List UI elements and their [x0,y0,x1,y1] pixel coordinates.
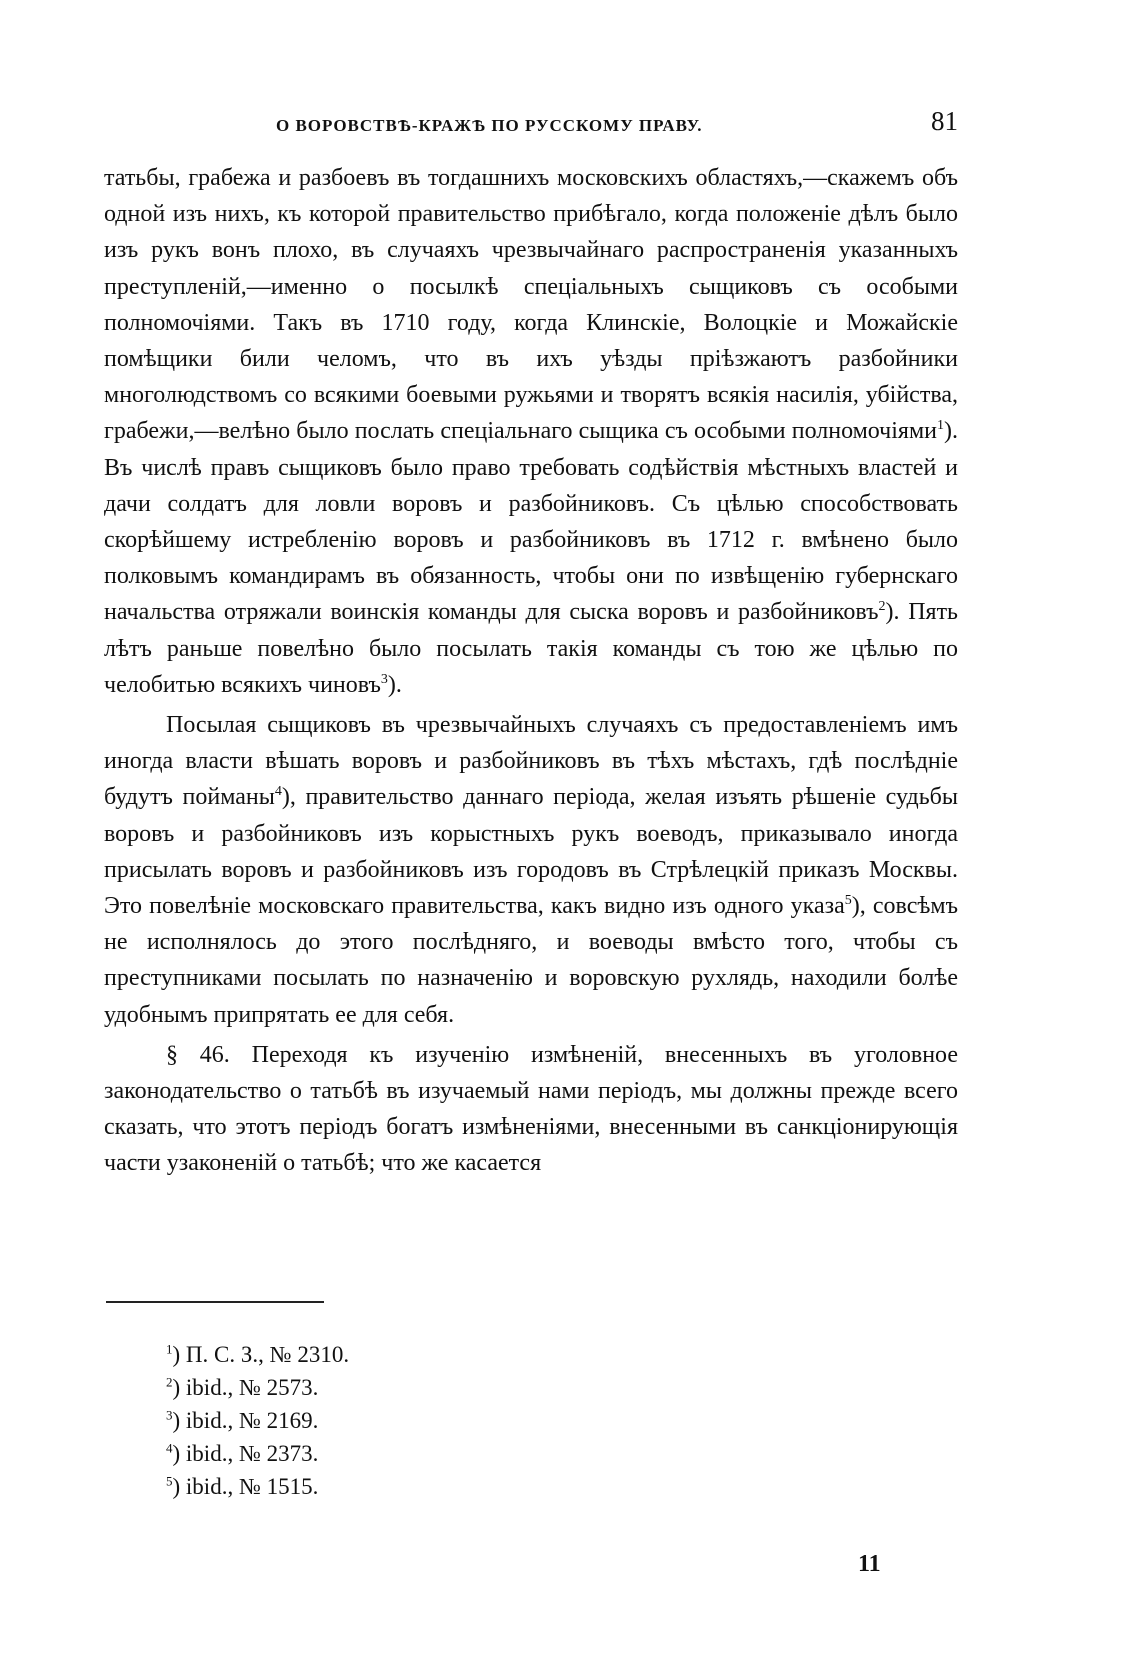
footnote-ref: 2 [878,599,886,615]
paragraph-text: . Въ числѣ правъ сыщиковъ было право требовать содѣйствія мѣстныхъ властей и дачи солдатъ для ловли воровъ и разбойниковъ. Съ цѣлью способствовать скорѣйшему истребленію воровъ и разбойниковъ въ 1712 г. вмѣнено было полковымъ командирамъ въ обязанность, чтобы они по извѣщенію губернскаго начальства отряжали воинскія команды для сыска воровъ и разбойниковъ [104,418,958,626]
paragraph-text: . Пять лѣтъ раньше повелѣно было посылать такія команды съ тою же цѣлью по челобитью всякихъ чиновъ [104,599,959,698]
footnote-text: ibid., № 2169. [185,1408,319,1433]
footnote-ref: 5 [844,893,852,909]
paragraph-text: татьбы, грабежа и разбоевъ въ тогдашнихъ московскихъ областяхъ,—скажемъ объ одной изъ нихъ, къ которой правительство прибѣгало, когда положеніе дѣлъ было изъ рукъ вонъ плохо, въ случаяхъ чрезвычайнаго распространенія указанныхъ преступленій,—именно о посылкѣ спеціальныхъ сыщиковъ съ особыми полномочіями. Такъ въ 1710 году, когда Клинскіе, Волоцкіе и Можайскіе помѣщики били челомъ, что въ ихъ уѣзды пріѣзжаютъ разбойники многолюдствомъ со всякими боевыми ружьями и творятъ всякія насилія, убійства, грабежи,—велѣно было послать спеціальнаго сыщика съ особыми полномочіями [104,165,958,445]
page-header [104,104,958,144]
running-title: О ВОРОВСТВѢ-КРАЖѢ ПО РУССКОМУ ПРАВУ. [276,116,703,135]
paragraph-2: Посылая сыщиковъ въ чрезвычайныхъ случаяхъ съ предоставленіемъ имъ иногда власти вѣшать воровъ и разбойниковъ въ тѣхъ мѣстахъ, гдѣ послѣдніе будутъ пойманы$^4$), правительство даннаго періода, желая изъять рѣшеніе судьбы воровъ и разбойниковъ изъ корыстныхъ рукъ воеводъ, приказывало иногда присылать воровъ и разбойниковъ изъ городовъ въ Стрѣлецкій приказъ Москвы. Это повелѣніе московскаго правительства, какъ видно изъ одного указа$^5$), совсѣмъ не исполнялось до этого послѣдняго, и воеводы вмѣсто того, чтобы съ преступниками посылать по назначенію и воровскую рухлядь, находили болѣе удобнымъ припрятать ее для себя. [104,712,958,1028]
page-number: 81 [931,106,958,136]
footnote-item: $^5$) ibid., № 1515. [166,1473,319,1499]
paragraph-text: , правительство даннаго періода, желая изъять рѣшеніе судьбы воровъ и разбойниковъ изъ корыстныхъ рукъ воеводъ, приказывало иногда присылать воровъ и разбойниковъ изъ городовъ въ Стрѣлецкій приказъ Москвы. Это повелѣніе московскаго правительства, какъ видно изъ одного указа [104,784,958,920]
body-text [104,160,958,1186]
footnote-mark: 1 [166,1341,173,1357]
footnote-mark: 4 [166,1440,173,1456]
footnote-divider [106,1301,324,1303]
footnote-ref: 1 [937,418,944,434]
paragraph-1: татьбы, грабежа и разбоевъ въ тогдашнихъ московскихъ областяхъ,—скажемъ объ одной изъ нихъ, къ которой правительство прибѣгало, когда положеніе дѣлъ было изъ рукъ вонъ плохо, въ случаяхъ чрезвычайнаго распространенія указанныхъ преступленій,—именно о посылкѣ спеціальныхъ сыщиковъ съ особыми полномочіями. Такъ въ 1710 году, когда Клинскіе, Волоцкіе и Можайскіе помѣщики били челомъ, что въ ихъ уѣзды пріѣзжаютъ разбойники многолюдствомъ со всякими боевыми ружьями и творятъ всякія насилія, убійства, грабежи,—велѣно было послать спеціальнаго сыщика съ особыми полномочіями$^1$). Въ числѣ правъ сыщиковъ было право требовать содѣйствія мѣстныхъ властей и дачи солдатъ для ловли воровъ и разбойниковъ. Съ цѣлью способствовать скорѣйшему истребленію воровъ и разбойниковъ въ 1712 г. вмѣнено было полковымъ командирамъ въ обязанность, чтобы они по извѣщенію губернскаго начальства отряжали воинскія команды для сыска воровъ и разбойниковъ$^2$). Пять лѣтъ раньше повелѣно было посылать такія команды съ тою же цѣлью по челобитью всякихъ чиновъ$^3$). [104,165,959,698]
paragraph-text: Посылая сыщиковъ въ чрезвычайныхъ случаяхъ съ предоставленіемъ имъ иногда власти вѣшать воровъ и разбойниковъ въ тѣхъ мѣстахъ, гдѣ послѣдніе будутъ пойманы [104,712,958,811]
footnote-text: ibid., № 1515. [185,1474,319,1499]
footnote-item: $^2$) ibid., № 2573. [166,1374,319,1400]
footnote-item: $^1$) П. С. З., № 2310. [166,1341,350,1367]
signature-mark: 11 [858,1551,881,1577]
footnote-ref: 3 [380,671,388,687]
footnote-item: $^4$) ibid., № 2373. [166,1440,319,1466]
footnote-text: П. С. З., № 2310. [185,1342,350,1367]
footnote-mark: 3 [166,1407,173,1423]
footnote-mark: 5 [166,1473,173,1489]
footnotes-list [166,1338,349,1503]
paragraph-text: . [395,671,402,698]
paragraph-3 [104,1037,958,1182]
footnote-ref: 4 [274,784,282,800]
paragraph-text: , совсѣмъ не исполнялось до этого послѣдняго, и воеводы вмѣсто того, чтобы съ преступниками посылать по назначенію и воровскую рухлядь, находили болѣе удобнымъ припрятать ее для себя. [104,893,958,1028]
footnote-text: ibid., № 2373. [185,1441,319,1466]
paragraph-text: § 46. Переходя къ изученію измѣненій, внесенныхъ въ уголовное законодательство о татьбѣ въ изучаемый нами періодъ, мы должны прежде всего сказать, что этотъ періодъ богатъ измѣненіями, внесенными въ санкціонирующія части узаконеній о татьбѣ; что же касается [104,1041,958,1177]
footnote-text: ibid., № 2573. [185,1375,319,1400]
footnote-mark: 2 [166,1374,173,1390]
footnote-item: $^3$) ibid., № 2169. [166,1407,319,1433]
